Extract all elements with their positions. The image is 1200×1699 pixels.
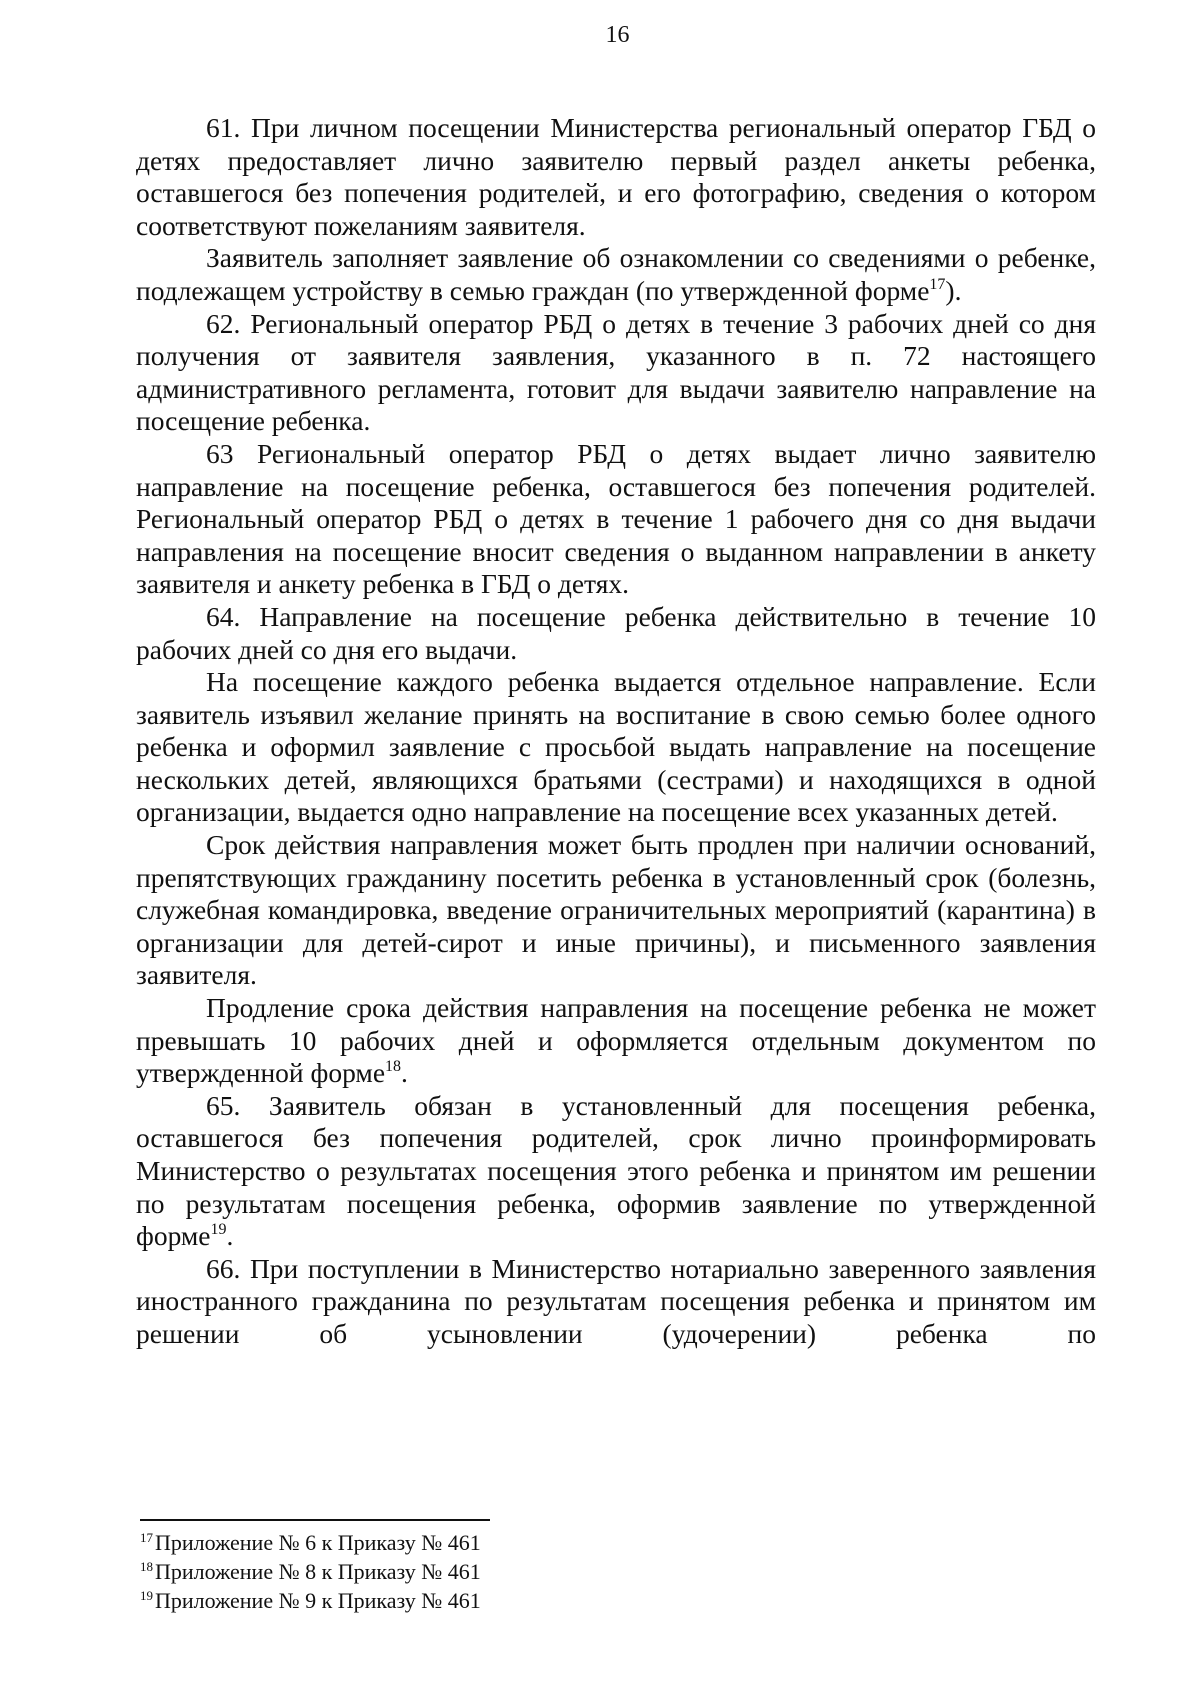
paragraph-tail: . — [401, 1057, 408, 1089]
footnote-ref-19: 19 — [210, 1221, 227, 1239]
body-text — [136, 112, 1096, 1351]
paragraph-tail: ). — [945, 274, 962, 306]
paragraph-applicant-form — [136, 242, 1096, 307]
footnote-text: Приложение № 8 к Приказу № 461 — [155, 1559, 481, 1584]
footnote-mark: 18 — [140, 1559, 153, 1574]
paragraph-separate-referral — [136, 666, 1096, 829]
footnote-ref-17: 17 — [929, 275, 946, 293]
footnote-18 — [140, 1557, 840, 1586]
paragraph-65 — [136, 1090, 1096, 1253]
paragraph-64 — [136, 601, 1096, 666]
footnote-text: Приложение № 6 к Приказу № 461 — [155, 1530, 481, 1555]
paragraph-text: 61. При личном посещении Министерства региональный оператор ГБД о детях предоставляет лично заявителю первый раздел анкеты ребенка, оставшегося без попечения родителей, и его фотографию, сведения о котором соответствуют пожеланиям заявителя. — [136, 112, 1096, 241]
footnote-19 — [140, 1586, 840, 1615]
paragraph-text: 62. Региональный оператор РБД о детях в течение 3 рабочих дней со дня получения от заявителя заявления, указанного в п. 72 настоящего административного регламента, готовит для выдачи заявителю направление на посещение ребенка. — [136, 307, 1096, 437]
paragraph-text: 65. Заявитель обязан в установленный для посещения ребенка, оставшегося без попечения родителей, срок лично проинформировать Министерство о результатах посещения этого ребенка и принятом им решении по результатам посещения ребенка, оформив заявление по утвержденной форме — [136, 1089, 1096, 1252]
footnote-mark: 19 — [140, 1588, 153, 1603]
paragraph-62 — [136, 308, 1096, 438]
paragraph-tail: . — [226, 1220, 234, 1252]
footnotes — [140, 1528, 840, 1615]
page-number: 16 — [605, 22, 630, 48]
paragraph-61 — [136, 112, 1096, 242]
paragraph-text: На посещение каждого ребенка выдается отдельное направление. Если заявитель изъявил желание принять на воспитание в свою семью более одного ребенка и оформил заявление с просьбой выдать направление на посещение нескольких детей, являющихся братьями (сестрами) и находящихся в одной организации, выдается одно направление на посещение всех указанных детей. — [136, 666, 1096, 828]
footnote-text: Приложение № 9 к Приказу № 461 — [155, 1588, 481, 1613]
paragraph-text: 64. Направление на посещение ребенка действительно в течение 10 рабочих дней со дня его выдачи. — [136, 600, 1096, 665]
footnote-ref-18: 18 — [385, 1058, 402, 1076]
paragraph-extension-limit — [136, 992, 1096, 1090]
footnote-17 — [140, 1528, 840, 1557]
footnote-separator — [140, 1519, 490, 1521]
paragraph-text: 66. При поступлении в Министерство нотариально заверенного заявления иностранного гражданина по результатам посещения ребенка и принятом им решении об усыновлении (удочерении) ребенка по — [136, 1252, 1096, 1349]
paragraph-text: Заявитель заполняет заявление об ознакомлении со сведениями о ребенке, подлежащем устройству в семью граждан (по утвержденной форме — [136, 242, 1096, 306]
paragraph-text: 63 Региональный оператор РБД о детях выдает лично заявителю направление на посещение ребенка, оставшегося без попечения родителей. Региональный оператор РБД о детях в течение 1 рабочего дня со дня выдачи направления на посещение вносит сведения о выданном направлении в анкету заявителя и анкету ребенка в ГБД о детях. — [136, 437, 1096, 600]
footnote-mark: 17 — [140, 1530, 153, 1545]
paragraph-validity-extension — [136, 829, 1096, 992]
paragraph-text: Срок действия направления может быть продлен при наличии оснований, препятствующих гражданину посетить ребенка в установленный срок (болезнь, служебная командировка, введение ограничительных мероприятий (карантина) в организации для детей-сирот и иные причины), и письменного заявления заявителя. — [136, 829, 1096, 991]
paragraph-text: Продление срока действия направления на посещение ребенка не может превышать 10 рабочих дней и оформляется отдельным документом по утвержденной форме — [136, 992, 1096, 1089]
paragraph-63 — [136, 438, 1096, 601]
paragraph-66 — [136, 1253, 1096, 1351]
